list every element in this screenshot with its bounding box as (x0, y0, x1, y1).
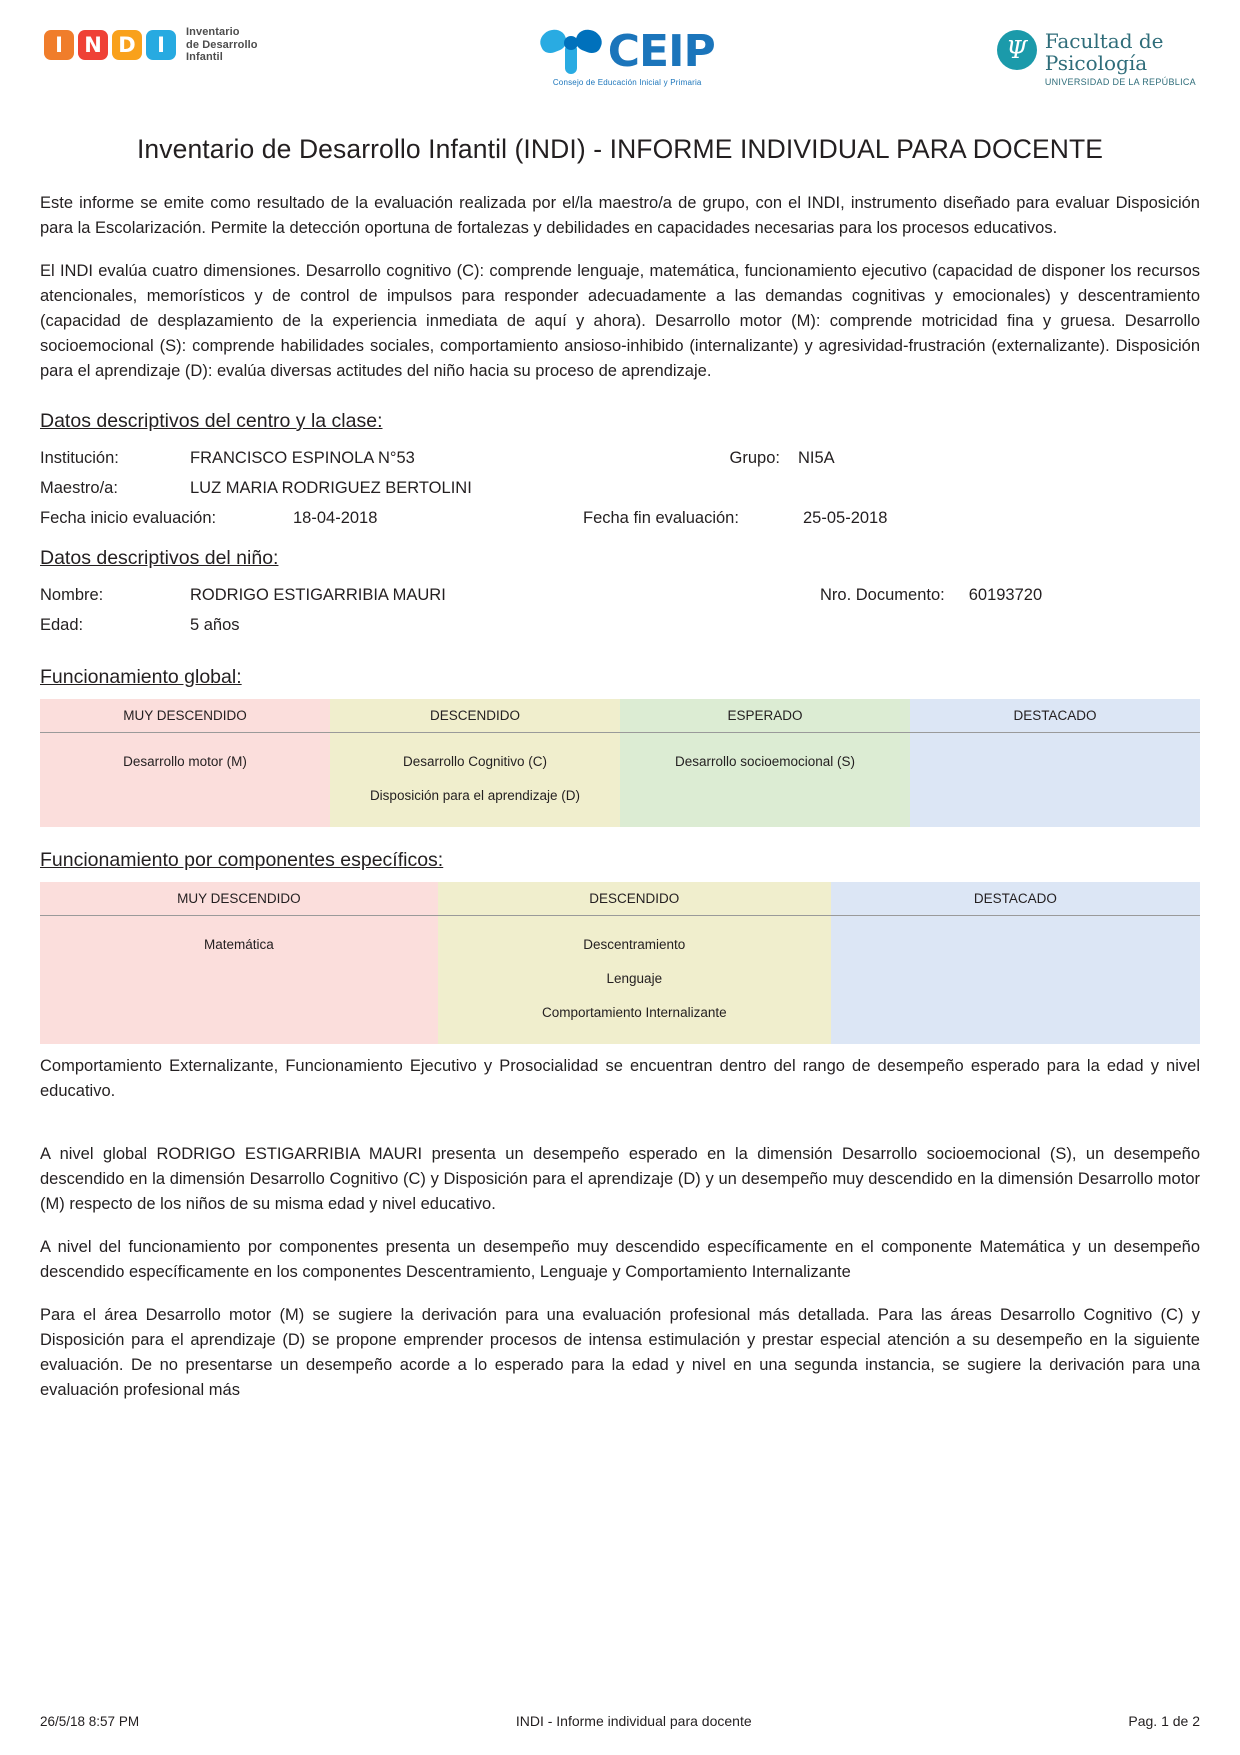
indi-subtitle-line2: de Desarrollo (186, 38, 258, 51)
comp-col-destacado: DESTACADO (831, 882, 1200, 916)
comp-item-descentramiento: Descentramiento (583, 937, 686, 952)
comp-cell-descendido (438, 916, 831, 1045)
fecha-inicio-value: 18-04-2018 (293, 509, 378, 527)
footer-timestamp: 26/5/18 8:57 PM (40, 1714, 140, 1729)
indi-letter-blocks (44, 30, 176, 60)
table-row (40, 916, 1200, 1045)
psicologia-line3: UNIVERSIDAD DE LA REPÚBLICA (1044, 77, 1196, 87)
nombre-value: RODRIGO ESTIGARRIBIA MAURI (190, 586, 446, 604)
global-item-socioemocional: Desarrollo socioemocional (S) (674, 754, 856, 769)
global-col-esperado: ESPERADO (620, 699, 910, 733)
global-col-destacado: DESTACADO (910, 699, 1200, 733)
section-heading-global: Funcionamiento global: (40, 666, 242, 688)
field-row-institucion (40, 443, 1200, 473)
global-col-muy-descendido: MUY DESCENDIDO (40, 699, 330, 733)
global-cell-muy-descendido (40, 733, 330, 828)
documento-label: Nro. Documento: (820, 586, 945, 604)
ceip-wordmark: CEIP (607, 26, 715, 77)
field-row-maestro (40, 473, 1200, 503)
footer-document-name: INDI - Informe individual para docente (515, 1713, 752, 1729)
edad-value: 5 años (190, 616, 240, 634)
comp-col-muy-descendido: MUY DESCENDIDO (40, 882, 438, 916)
indi-letter-i1: I (44, 30, 74, 60)
fecha-inicio-label: Fecha inicio evaluación: (40, 509, 217, 527)
ceip-logo (540, 28, 715, 87)
indi-subtitle-line1: Inventario (186, 26, 240, 38)
page-title: Inventario de Desarrollo Infantil (INDI) - INFORME INDIVIDUAL PARA DOCENTE (136, 134, 1104, 164)
ceip-subtitle: Consejo de Educación Inicial y Primaria (552, 78, 702, 87)
comp-col-descendido: DESCENDIDO (438, 882, 831, 916)
field-row-edad (40, 610, 1200, 640)
footer-page-number: Pag. 1 de 2 (1128, 1713, 1200, 1729)
field-row-fechas (40, 503, 1200, 533)
fecha-fin-value: 25-05-2018 (803, 509, 888, 527)
table-header-row (40, 699, 1200, 733)
global-cell-destacado (910, 733, 1200, 828)
global-cell-esperado (620, 733, 910, 828)
psicologia-line1: Facultad de (1044, 29, 1164, 53)
global-cell-descendido (330, 733, 620, 828)
logo-header (40, 22, 1200, 118)
indi-subtitle-line3: Infantil (186, 51, 223, 63)
intro-paragraph-2: El INDI evalúa cuatro dimensiones. Desarrollo cognitivo (C): comprende lenguaje, matemática, funcionamiento ejecutivo (capacidad de disponer los recursos atencionales, memorísticos y de control de impulsos para responder adecuadamente a las demandas cognitivas y emocionales) y descentramiento (capacidad de desplazamiento de la experiencia inmediata de aquí y ahora). Desarrollo motor (M): comprende motricidad fina y gruesa. Desarrollo socioemocional (S): comprende habilidades sociales, comportamiento ansioso-inhibido (internalizante) y agresividad-frustración (externalizante). Disposición para el aprendizaje (D): evalúa diversas actitudes del niño hacia su proceso de aprendizaje. (40, 262, 1200, 380)
comp-item-internalizante: Comportamiento Internalizante (542, 1005, 727, 1020)
conclusion-paragraph-1: A nivel global RODRIGO ESTIGARRIBIA MAURI presenta un desempeño esperado en la dimensión Desarrollo socioemocional (S), un desempeño descendido en la dimensión Desarrollo Cognitivo (C) y Disposición para el aprendizaje (D) y un desempeño muy descendido en la dimensión Desarrollo motor (M) respecto de los niños de su misma edad y nivel educativo. (40, 1145, 1200, 1213)
page-footer (40, 1713, 1200, 1729)
field-row-nombre (40, 580, 1200, 610)
institucion-label: Institución: (40, 449, 119, 467)
global-item-motor: Desarrollo motor (M) (123, 754, 247, 769)
grupo-value: NI5A (798, 449, 835, 467)
global-col-descendido: DESCENDIDO (330, 699, 620, 733)
psicologia-line2: Psicología (1044, 51, 1148, 75)
global-item-cognitivo: Desarrollo Cognitivo (C) (402, 754, 548, 769)
psi-icon: Ψ (997, 30, 1037, 70)
bow-icon (540, 28, 602, 76)
conclusion-paragraph-3: Para el área Desarrollo motor (M) se sugiere la derivación para una evaluación profesional más detallada. Para las áreas Desarrollo Cognitivo (C) y Disposición para el aprendizaje (D) se propone emprender procesos de intensa estimulación y prestar especial atención a su desempeño en la siguiente evaluación. De no presentarse un desempeño acorde a lo esperado para la edad y nivel en una segunda instancia, se sugiere la derivación para una evaluación profesional más (40, 1306, 1200, 1399)
intro-paragraph-1: Este informe se emite como resultado de la evaluación realizada por el/la maestro/a de grupo, con el INDI, instrumento diseñado para evaluar Disposición para la Escolarización. Permite la detección oportuna de fortalezas y debilidades en capacidades necesarias para los procesos educativos. (40, 194, 1200, 237)
fecha-fin-label: Fecha fin evaluación: (583, 509, 739, 527)
components-function-table (40, 882, 1200, 1044)
comp-item-matematica: Matemática (203, 937, 274, 952)
indi-letter-d: D (112, 30, 142, 60)
components-note: Comportamiento Externalizante, Funcionamiento Ejecutivo y Prosocialidad se encuentran dentro del rango de desempeño esperado para la edad y nivel educativo. (40, 1057, 1200, 1100)
indi-logo (44, 26, 258, 64)
table-header-row (40, 882, 1200, 916)
institucion-value: FRANCISCO ESPINOLA N°53 (190, 449, 415, 467)
psicologia-logo (997, 30, 1196, 87)
table-row (40, 733, 1200, 828)
nombre-label: Nombre: (40, 586, 104, 604)
indi-subtitle (186, 26, 258, 64)
section-heading-nino: Datos descriptivos del niño: (40, 547, 279, 569)
maestro-label: Maestro/a: (40, 479, 118, 497)
comp-item-lenguaje: Lenguaje (606, 971, 663, 986)
grupo-label: Grupo: (729, 449, 780, 467)
section-heading-centro: Datos descriptivos del centro y la clase: (40, 410, 383, 432)
comp-cell-muy-descendido (40, 916, 438, 1045)
global-item-disposicion: Disposición para el aprendizaje (D) (369, 788, 581, 803)
conclusion-paragraph-2: A nivel del funcionamiento por componentes presenta un desempeño muy descendido específicamente en el componente Matemática y un desempeño descendido específicamente en los componentes Descentramiento, Lenguaje y Comportamiento Internalizante (40, 1238, 1200, 1281)
indi-letter-n: N (78, 30, 108, 60)
indi-letter-i2: I (146, 30, 176, 60)
global-function-table (40, 699, 1200, 827)
edad-label: Edad: (40, 616, 84, 634)
comp-cell-destacado (831, 916, 1200, 1045)
documento-value: 60193720 (968, 586, 1043, 604)
ceip-logo-main (540, 28, 715, 76)
maestro-value: LUZ MARIA RODRIGUEZ BERTOLINI (190, 479, 472, 497)
section-heading-componentes: Funcionamiento por componentes específicos: (40, 849, 444, 871)
